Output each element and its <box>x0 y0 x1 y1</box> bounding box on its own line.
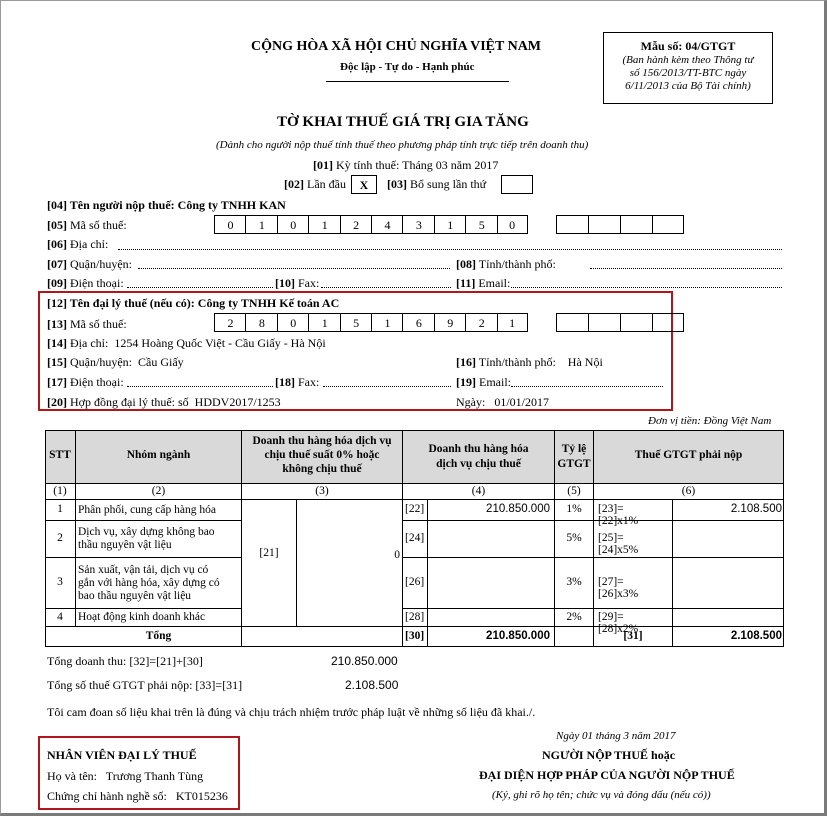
row-revenue-code: [22] <box>405 503 425 515</box>
agent-taxcode-digit-box[interactable]: 1 <box>371 313 403 332</box>
row-rate: 1% <box>566 503 582 515</box>
country-name: CỘNG HÒA XÃ HỘI CHỦ NGHĨA VIỆT NAM <box>251 39 542 54</box>
motto-underline <box>326 81 509 82</box>
agent-taxcode-digit-box[interactable]: 1 <box>308 313 340 332</box>
form-note-2: số 156/2013/TT-BTC ngày <box>629 67 747 79</box>
agent-email-line[interactable] <box>511 386 663 387</box>
row-stt: 2 <box>57 532 63 544</box>
agent-taxcode-ext-box[interactable] <box>556 313 589 332</box>
row-vat-code: [29]=[28]x2% <box>598 610 639 635</box>
agent-taxcode-digit-box[interactable]: 6 <box>402 313 434 332</box>
taxpayer-address-label: [06] Địa chỉ: <box>47 237 109 251</box>
row-group-line: Dịch vụ, xây dựng không bao <box>78 526 215 538</box>
taxpayer-taxcode-digit-box[interactable]: 3 <box>402 215 434 234</box>
row-group <box>78 611 240 624</box>
row-vat-code: [23]=[22]x1% <box>598 503 639 527</box>
agent-taxcode-ext-box[interactable] <box>620 313 653 332</box>
summary-revenue: 210.850.000 <box>331 654 398 668</box>
taxpayer-fax-line[interactable] <box>321 287 451 288</box>
taxpayer-taxcode-digit-box[interactable]: 2 <box>340 215 372 234</box>
agent-contract-date: Ngày: 01/01/2017 <box>456 395 549 409</box>
row-stt: 1 <box>57 503 63 515</box>
declaration-text: Tôi cam đoan số liệu khai trên là đúng và chịu trách nhiệm trước pháp luật về những số liệu đã khai./. <box>47 705 536 719</box>
agent-taxcode-digit-box[interactable]: 2 <box>465 313 497 332</box>
row-revenue[interactable]: 210.850.000 <box>486 503 550 515</box>
taxpayer-fax-label: [10] Fax: <box>275 276 320 290</box>
row-group-line: Sản xuất, vận tải, dịch vụ có <box>78 563 209 576</box>
taxpayer-province-label: [08] Tỉnh/thành phố: <box>456 257 556 271</box>
form-note-3: 6/11/2013 của Bộ Tài chính) <box>625 80 751 92</box>
agent-taxcode-digit-box[interactable]: 0 <box>277 313 309 332</box>
signature-date: Ngày 01 tháng 3 năm 2017 <box>556 730 676 742</box>
agent-email-label: [19] Email: <box>456 375 511 389</box>
row-rate: 3% <box>566 576 582 588</box>
row-group-line: Hoạt động kinh doanh khác <box>78 611 206 623</box>
row-vat[interactable]: 2.108.500 <box>730 503 782 515</box>
agent-staff-cert: Chứng chỉ hành nghề số: KT015236 <box>47 789 228 803</box>
agent-taxcode-ext-box[interactable] <box>588 313 621 332</box>
taxpayer-email-line[interactable] <box>511 287 782 288</box>
agent-taxcode-ext-box[interactable] <box>652 313 684 332</box>
taxpayer-taxcode-ext-box[interactable] <box>556 215 589 234</box>
taxpayer-province-line[interactable] <box>590 268 782 269</box>
row-group-line: gắn với hàng hóa, xây dựng có <box>78 576 220 589</box>
column-number: (4) <box>471 485 486 497</box>
row-vat-code: [25]=[24]x5% <box>598 532 639 556</box>
taxpayer-taxcode-digit-box[interactable]: 4 <box>371 215 403 234</box>
header-vat-rate: Tỷ lệ GTGT <box>557 443 591 470</box>
column-number: (5) <box>567 485 581 497</box>
taxpayer-phone-label: [09] Điện thoại: <box>47 276 124 290</box>
taxpayer-name-row: [04] Tên người nộp thuế: Công ty TNHH KAN <box>47 198 286 212</box>
header-vat-payable: Thuế GTGT phải nộp <box>634 449 743 461</box>
signature-note: (Ký, ghi rõ họ tên; chức vụ và đóng dấu (nếu có)) <box>492 789 711 801</box>
agent-contract-row: [20] Hợp đồng đại lý thuế: số HDDV2017/1253 <box>47 395 281 409</box>
row-rate: 5% <box>566 532 582 544</box>
row-revenue-code: [24] <box>405 532 425 544</box>
currency-unit: Đơn vị tiền: Đồng Việt Nam <box>648 415 772 427</box>
row-group-line: bao thầu nguyên vật liệu <box>78 589 192 602</box>
agent-staff-name: Họ và tên: Trương Thanh Tùng <box>47 769 204 783</box>
taxpayer-taxcode-digit-box[interactable]: 0 <box>214 215 246 234</box>
row-vat-code: [27]=[26]x3% <box>598 576 639 600</box>
header-taxable-revenue: Doanh thu hàng hóa dịch vụ chịu thuế <box>428 443 529 470</box>
taxpayer-taxcode-ext-box[interactable] <box>588 215 621 234</box>
summary-vat-label: Tổng số thuế GTGT phải nộp: [33]=[31] <box>47 678 243 692</box>
taxpayer-taxcode-ext-box[interactable] <box>620 215 653 234</box>
row-rate: 2% <box>566 610 582 623</box>
nontaxable-code: [21] <box>259 547 279 559</box>
taxpayer-taxcode-digit-box[interactable]: 1 <box>434 215 466 234</box>
row-group-line: thầu nguyên vật liệu <box>78 539 172 551</box>
agent-name-row: [12] Tên đại lý thuế (nếu có): Công ty TNHH Kế toán AC <box>47 296 340 310</box>
column-number: (1) <box>53 485 67 497</box>
row-stt: 3 <box>57 576 63 588</box>
taxpayer-taxcode-label: [05] Mã số thuế: <box>47 218 127 232</box>
form-note-1: (Ban hành kèm theo Thông tư <box>622 54 754 66</box>
agent-staff-title: NHÂN VIÊN ĐẠI LÝ THUẾ <box>47 748 197 762</box>
form-title: TỜ KHAI THUẾ GIÁ TRỊ GIA TĂNG <box>277 114 529 130</box>
header-nontaxable-revenue: Doanh thu hàng hóa dịch vụ chịu thuế suất 0% hoặc không chịu thuế <box>252 435 392 475</box>
row-revenue-code: [26] <box>405 576 425 588</box>
first-filing-label: [02] Lần đầu <box>284 177 346 191</box>
taxpayer-taxcode-digit-box[interactable]: 0 <box>277 215 309 234</box>
row-group <box>78 526 240 552</box>
signature-title-1: NGƯỜI NỘP THUẾ hoặc <box>542 748 676 762</box>
form-subtitle: (Dành cho người nộp thuế tính thuế theo phương pháp tính trực tiếp trên doanh thu) <box>216 139 589 151</box>
taxpayer-phone-line[interactable] <box>127 287 273 288</box>
header-group: Nhóm ngành <box>126 449 191 461</box>
supplement-number-field[interactable] <box>501 175 533 194</box>
signature-title-2: ĐẠI DIỆN HỢP PHÁP CỦA NGƯỜI NỘP THUẾ <box>479 768 735 782</box>
nontaxable-value: 0 <box>394 549 400 561</box>
taxpayer-district-line[interactable] <box>138 268 450 269</box>
form-number: Mẫu số: 04/GTGT <box>640 39 736 53</box>
taxpayer-taxcode-digit-box[interactable]: 1 <box>308 215 340 234</box>
agent-taxcode-digit-box[interactable]: 2 <box>214 313 246 332</box>
agent-address-row: [14] Địa chỉ: 1254 Hoàng Quốc Việt - Cầu Giấy - Hà Nội <box>47 336 326 350</box>
row-group <box>78 504 240 517</box>
summary-revenue-label: Tổng doanh thu: [32]=[21]+[30] <box>47 654 203 668</box>
row-group <box>78 564 240 603</box>
taxpayer-district-label: [07] Quận/huyện: <box>47 257 132 271</box>
taxpayer-email-label: [11] Email: <box>456 276 511 290</box>
row-group-line: Phân phối, cung cấp hàng hóa <box>78 503 216 516</box>
agent-district-row: [15] Quận/huyện: Cầu Giấy <box>47 355 184 369</box>
total-label: Tổng <box>145 630 172 642</box>
taxpayer-taxcode-ext-box[interactable] <box>652 215 684 234</box>
agent-phone-line[interactable] <box>127 386 273 387</box>
agent-fax-label: [18] Fax: <box>275 375 320 389</box>
taxpayer-taxcode-digit-box[interactable]: 5 <box>465 215 497 234</box>
total-vat-code: [31] <box>623 630 643 642</box>
national-motto: Độc lập - Tự do - Hạnh phúc <box>340 61 475 73</box>
taxpayer-taxcode-digit-box[interactable]: 1 <box>245 215 277 234</box>
total-revenue: 210.850.000 <box>486 630 550 642</box>
total-vat: 2.108.500 <box>730 630 782 642</box>
agent-taxcode-digit-box[interactable]: 5 <box>340 313 372 332</box>
taxpayer-address-line[interactable] <box>118 249 782 250</box>
first-filing-checkbox[interactable]: X <box>351 175 377 194</box>
column-number: (2) <box>151 485 166 497</box>
column-number: (3) <box>315 485 329 497</box>
agent-taxcode-digit-box[interactable]: 9 <box>434 313 466 332</box>
column-number: (6) <box>681 485 696 497</box>
agent-taxcode-label: [13] Mã số thuế: <box>47 317 127 331</box>
row-revenue-code: [28] <box>405 610 425 623</box>
tax-period: [01] Kỳ tính thuế: Tháng 03 năm 2017 <box>313 158 499 172</box>
row-stt: 4 <box>57 610 63 623</box>
summary-vat: 2.108.500 <box>345 678 399 692</box>
agent-taxcode-digit-box[interactable]: 1 <box>497 313 528 332</box>
agent-phone-label: [17] Điện thoại: <box>47 375 124 389</box>
agent-fax-line[interactable] <box>323 386 451 387</box>
taxpayer-taxcode-digit-box[interactable]: 0 <box>497 215 528 234</box>
header-stt: STT <box>49 449 71 461</box>
agent-taxcode-digit-box[interactable]: 8 <box>245 313 277 332</box>
total-revenue-code: [30] <box>405 630 425 642</box>
form-number-box <box>603 32 773 104</box>
agent-province-row: [16] Tỉnh/thành phố: Hà Nội <box>456 355 603 369</box>
supplement-label: [03] Bổ sung lần thứ <box>387 177 487 191</box>
